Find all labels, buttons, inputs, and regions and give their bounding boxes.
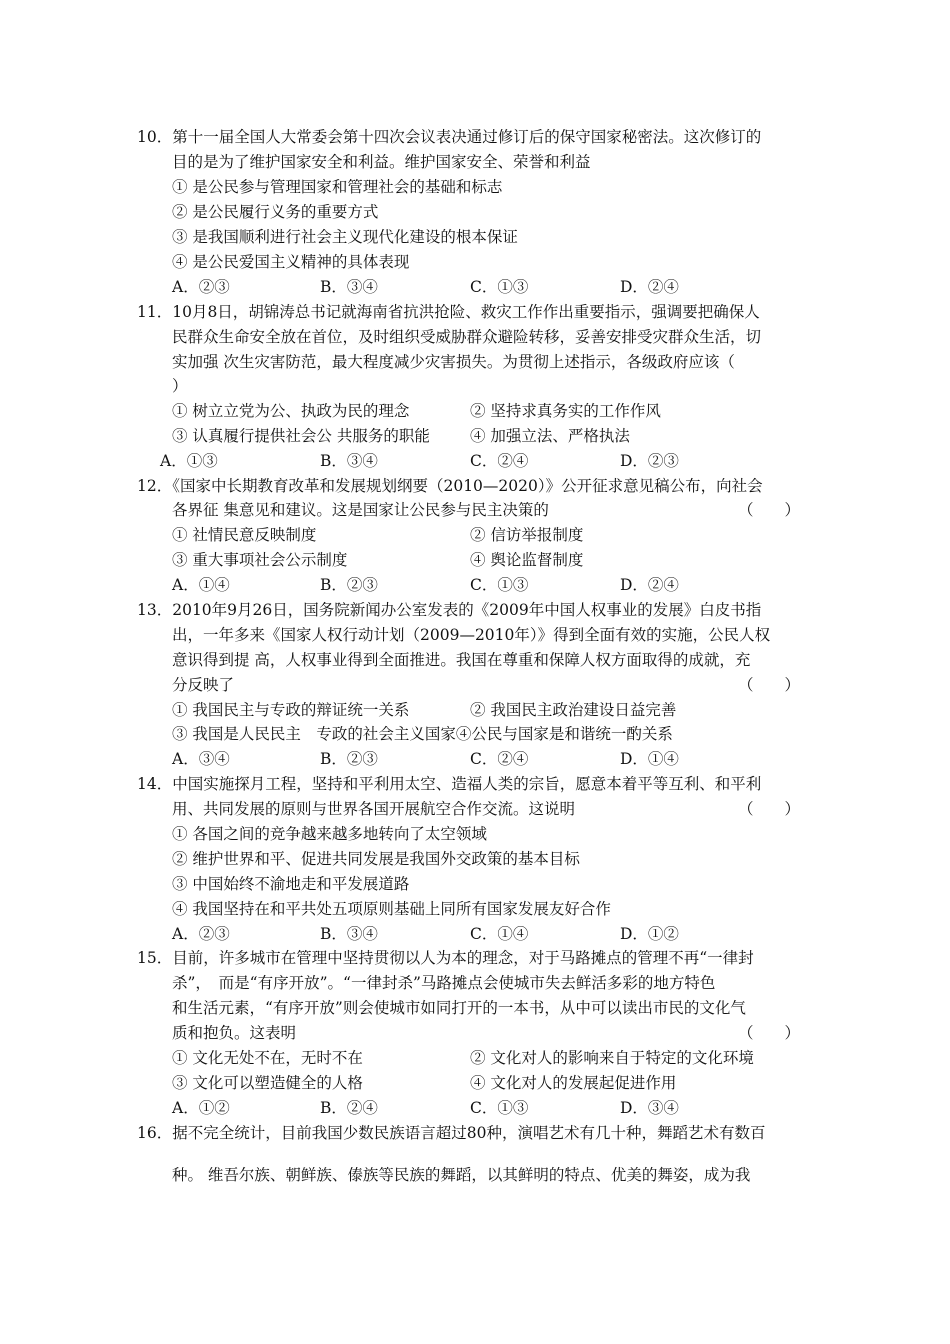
- question-11-line-4: ）: [172, 377, 188, 395]
- question-12-item-4: ④ 舆论监督制度: [470, 551, 584, 569]
- question-13-option-a: A．③④: [172, 750, 230, 768]
- question-14-item-1: ① 各国之间的竞争越来越多地转向了太空领域: [172, 825, 487, 843]
- question-13-item-3-4: ③ 我国是人民民主 专政的社会主义国家④公民与国家是和谐统一酌关系: [172, 725, 673, 743]
- question-15-option-b: B．②④: [320, 1099, 378, 1117]
- question-11-line-2: 民群众生命安全放在首位，及时组织受威胁群众避险转移，妥善安排受灾群众生活，切: [172, 328, 762, 346]
- question-15-option-d: D．③④: [620, 1099, 679, 1117]
- question-10-option-b: B．③④: [320, 278, 378, 296]
- question-14-item-2: ② 维护世界和平、促进共同发展是我国外交政策的基本目标: [172, 850, 580, 868]
- question-16-line-1: 16．据不完全统计，目前我国少数民族语言超过80种，演唱艺术有几十种，舞蹈艺术有数百: [137, 1124, 766, 1142]
- question-14-option-a: A．②③: [172, 925, 230, 943]
- question-11-option-d: D．②③: [620, 452, 679, 470]
- question-12-option-d: D．②④: [620, 576, 679, 594]
- question-12-option-a: A．①④: [172, 576, 230, 594]
- question-12-answer-bracket: （ ）: [737, 501, 800, 519]
- question-12-line-1: 12．《国家中长期教育改革和发展规划纲要（2010—2020）》公开征求意见稿公布，向社会: [137, 477, 763, 495]
- question-11-line-3: 实加强 次生灾害防范，最大程度减少灾害损失。为贯彻上述指示，各级政府应该（: [172, 353, 735, 371]
- question-10-option-a: A．②③: [172, 278, 230, 296]
- question-10-line-2: 目的是为了维护国家安全和利益。维护国家安全、荣誉和利益: [172, 153, 591, 171]
- question-15-option-a: A．①②: [172, 1099, 230, 1117]
- question-11-item-3: ③ 认真履行提供社会公 共服务的职能: [172, 427, 430, 445]
- question-11-option-c: C．②④: [470, 452, 529, 470]
- question-11-option-a: A．①③: [160, 452, 218, 470]
- question-13-option-b: B．②③: [320, 750, 378, 768]
- question-15-item-2: ② 文化对人的影响来自于特定的文化环境: [470, 1049, 754, 1067]
- question-12-item-2: ② 信访举报制度: [470, 526, 584, 544]
- question-13-line-2: 出，一年多来《国家人权行动计划（2009—2010年）》得到全面有效的实施，公民人权: [172, 626, 771, 644]
- question-11-line-1: 11．10月8日，胡锦涛总书记就海南省抗洪抢险、救灾工作作出重要指示，强调要把确保人: [137, 303, 760, 321]
- question-14-option-c: C．①④: [470, 925, 529, 943]
- question-12-line-2: 各界征 集意见和建议。这是国家让公民参与民主决策的: [172, 501, 549, 519]
- question-11-option-b: B．③④: [320, 452, 378, 470]
- question-13-line-4: 分反映了: [172, 676, 235, 694]
- question-13-item-2: ② 我国民主政治建设日益完善: [470, 701, 677, 719]
- question-14-option-b: B．③④: [320, 925, 378, 943]
- question-10-item-4: ④ 是公民爱国主义精神的具体表现: [172, 253, 410, 271]
- question-13-answer-bracket: （ ）: [737, 676, 800, 694]
- question-14-line-1: 14．中国实施探月工程，坚持和平利用太空、造福人类的宗旨，愿意本着平等互利、和平利: [137, 775, 762, 793]
- question-15-item-4: ④ 文化对人的发展起促进作用: [470, 1074, 677, 1092]
- question-14-option-d: D．①②: [620, 925, 679, 943]
- question-10-item-2: ② 是公民履行义务的重要方式: [172, 203, 379, 221]
- question-12-option-c: C．①③: [470, 576, 529, 594]
- question-13-line-1: 13．2010年9月26日，国务院新闻办公室发表的《2009年中国人权事业的发展》白皮书指: [137, 601, 762, 619]
- question-15-option-c: C．①③: [470, 1099, 529, 1117]
- question-10-item-1: ① 是公民参与管理国家和管理社会的基础和标志: [172, 178, 503, 196]
- question-11-item-1: ① 树立立党为公、执政为民的理念: [172, 402, 410, 420]
- question-15-item-1: ① 文化无处不在，无时不在: [172, 1049, 363, 1067]
- question-13-option-d: D．①④: [620, 750, 679, 768]
- question-15-line-1: 15．目前，许多城市在管理中坚持贯彻以人为本的理念，对于马路摊点的管理不再“一律封: [137, 949, 754, 967]
- question-12-item-1: ① 社情民意反映制度: [172, 526, 317, 544]
- question-14-item-4: ④ 我国坚持在和平共处五项原则基础上同所有国家发展友好合作: [172, 900, 611, 918]
- question-12-option-b: B．②③: [320, 576, 378, 594]
- question-15-answer-bracket: （ ）: [737, 1024, 800, 1042]
- question-11-item-2: ② 坚持求真务实的工作作风: [470, 402, 661, 420]
- question-10-item-3: ③ 是我国顺利进行社会主义现代化建设的根本保证: [172, 228, 518, 246]
- question-14-item-3: ③ 中国始终不渝地走和平发展道路: [172, 875, 410, 893]
- question-14-line-2: 用、共同发展的原则与世界各国开展航空合作交流。这说明: [172, 800, 576, 818]
- question-11-item-4: ④ 加强立法、严格执法: [470, 427, 630, 445]
- question-15-line-3: 和生活元素，“有序开放”则会使城市如同打开的一本书，从中可以读出市民的文化气: [172, 999, 746, 1017]
- question-15-item-3: ③ 文化可以塑造健全的人格: [172, 1074, 363, 1092]
- question-10-line-1: 10．第十一届全国人大常委会第十四次会议表决通过修订后的保守国家秘密法。这次修订的: [137, 128, 762, 146]
- question-13-item-1: ① 我国民主与专政的辩证统一关系: [172, 701, 410, 719]
- question-13-line-3: 意识得到提 高，人权事业得到全面推进。我国在尊重和保障人权方面取得的成就，充: [172, 651, 751, 669]
- question-10-option-d: D．②④: [620, 278, 679, 296]
- question-10-option-c: C．①③: [470, 278, 529, 296]
- question-15-line-4: 质和抱负。这表明: [172, 1024, 297, 1042]
- question-14-answer-bracket: （ ）: [737, 800, 800, 818]
- question-15-line-2: 杀”， 而是“有序开放”。“一律封杀”马路摊点会使城市失去鲜活多彩的地方特色: [172, 974, 716, 992]
- question-12-item-3: ③ 重大事项社会公示制度: [172, 551, 348, 569]
- question-13-option-c: C．②④: [470, 750, 529, 768]
- question-16-line-2: 种。 维吾尔族、朝鲜族、傣族等民族的舞蹈，以其鲜明的特点、优美的舞姿，成为我: [172, 1166, 751, 1184]
